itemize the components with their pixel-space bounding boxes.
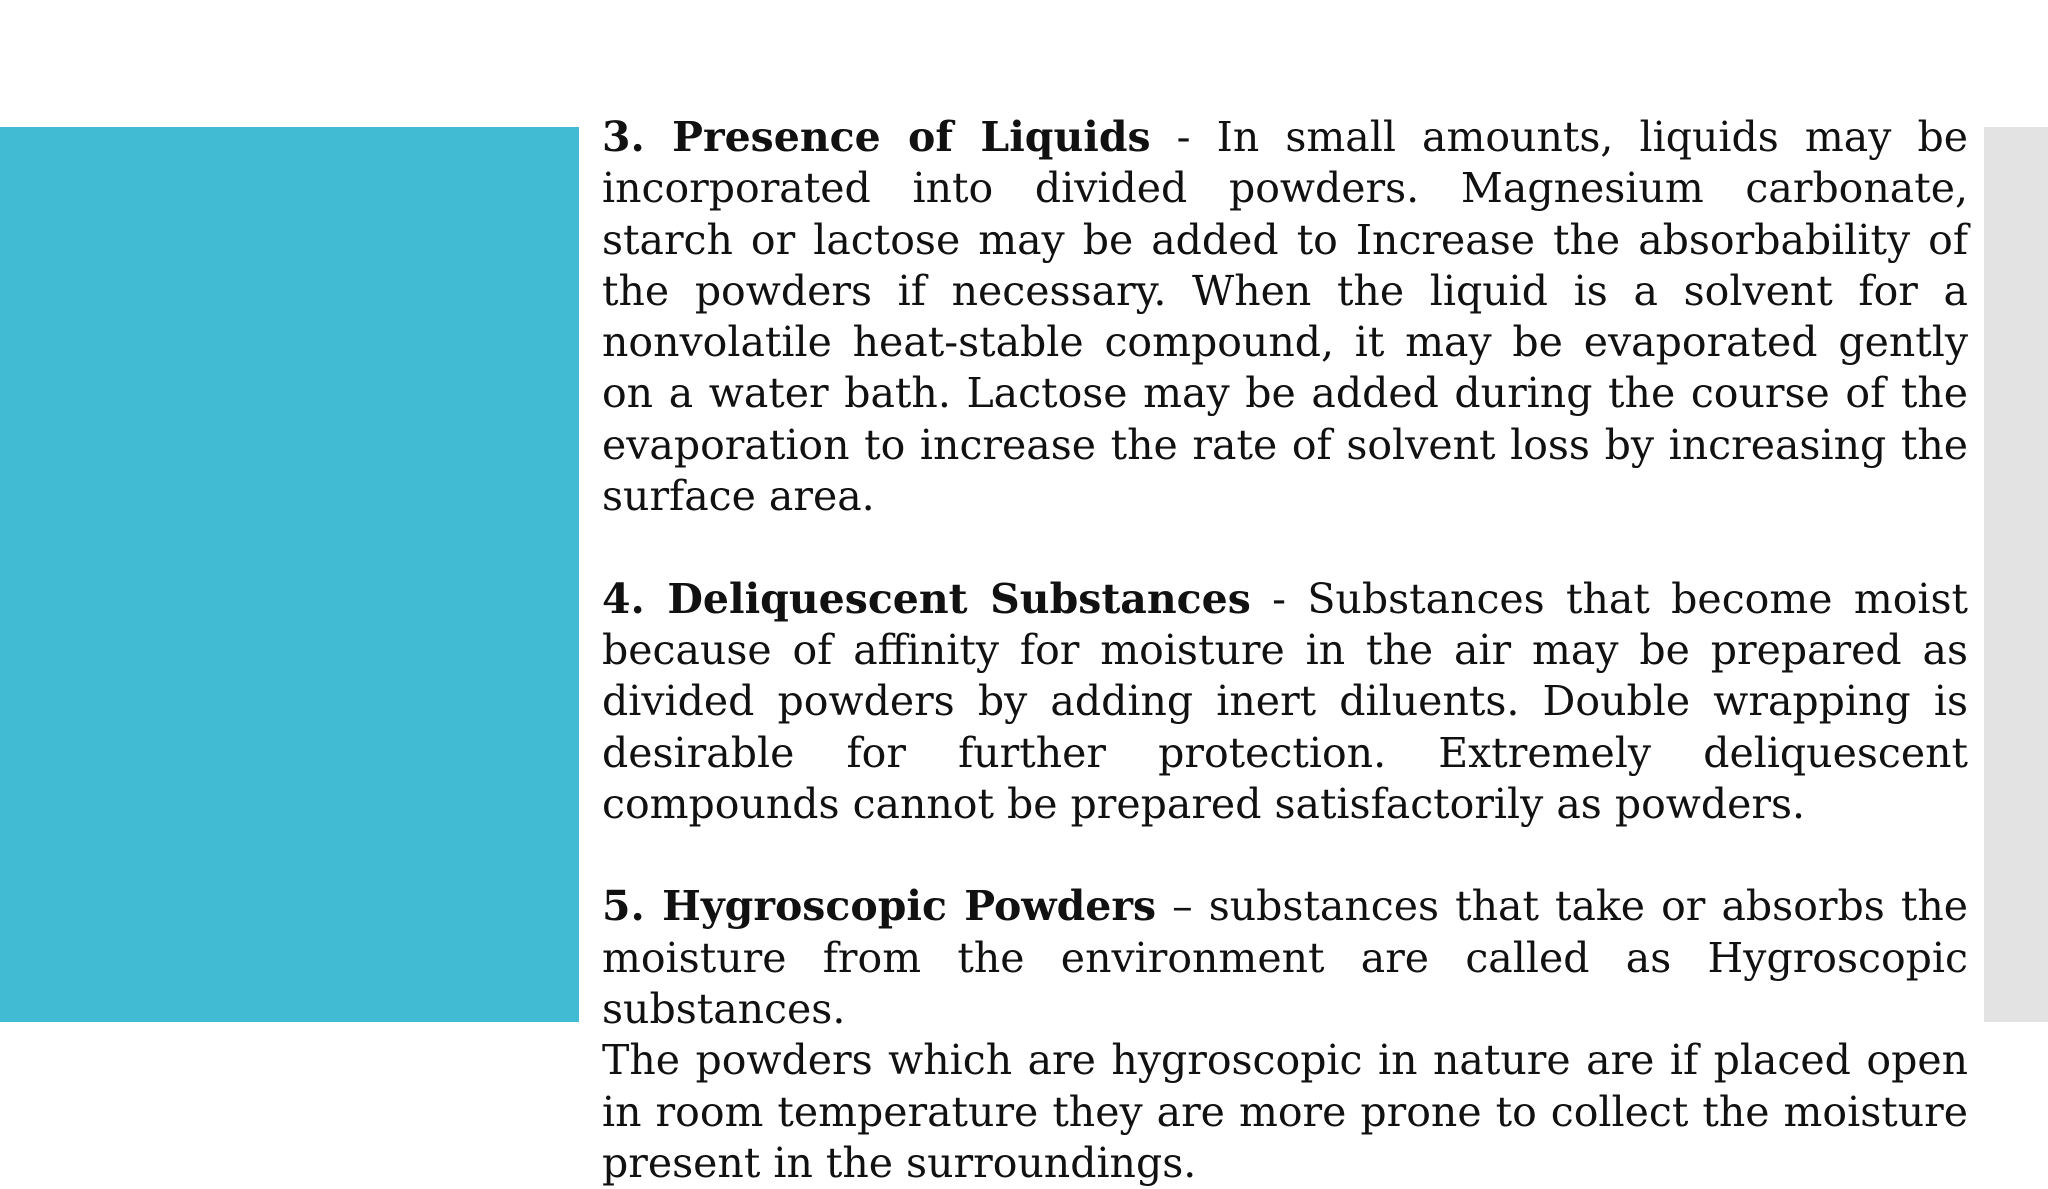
section-heading: 5. Hygroscopic Powders xyxy=(602,882,1157,931)
side-strip xyxy=(1984,127,2048,1022)
slide-content xyxy=(602,112,1968,1189)
section-body-continued: The powders which are hygroscopic in nature are if placed open in room temperature they are more prone to collect the moisture present in the surroundings. xyxy=(602,1036,1968,1187)
section-heading: 4. Deliquescent Substances xyxy=(602,574,1251,623)
section-separator: - xyxy=(1250,574,1308,623)
section-deliquescent-substances xyxy=(602,574,1968,830)
section-separator: - xyxy=(1150,113,1217,161)
section-presence-of-liquids xyxy=(602,112,1968,522)
section-body: substances that take or absorbs the moisture from the environment are called as Hygroscopic substances. xyxy=(602,882,1969,1034)
section-separator: – xyxy=(1156,882,1209,931)
accent-block xyxy=(0,127,579,1022)
section-body: Substances that become moist because of affinity for moisture in the air may be prepared as divided powders by adding inert diluents. Double wrapping is desirable for further protection. Extremely deliquescent compounds cannot be prepared satisfactorily as powders. xyxy=(602,574,1969,828)
section-hygroscopic-powders xyxy=(602,881,1968,1189)
section-body: In small amounts, liquids may be incorporated into divided powders. Magnesium carbonate, starch or lactose may be added to Increase the absorbability of the powders if necessary. When the liquid is a solvent for a nonvolatile heat-stable compound, it may be evaporated gently on a water bath. Lactose may be added during the course of the evaporation to increase the rate of solvent loss by increasing the surface area. xyxy=(602,113,1969,521)
section-heading: 3. Presence of Liquids xyxy=(602,113,1151,161)
